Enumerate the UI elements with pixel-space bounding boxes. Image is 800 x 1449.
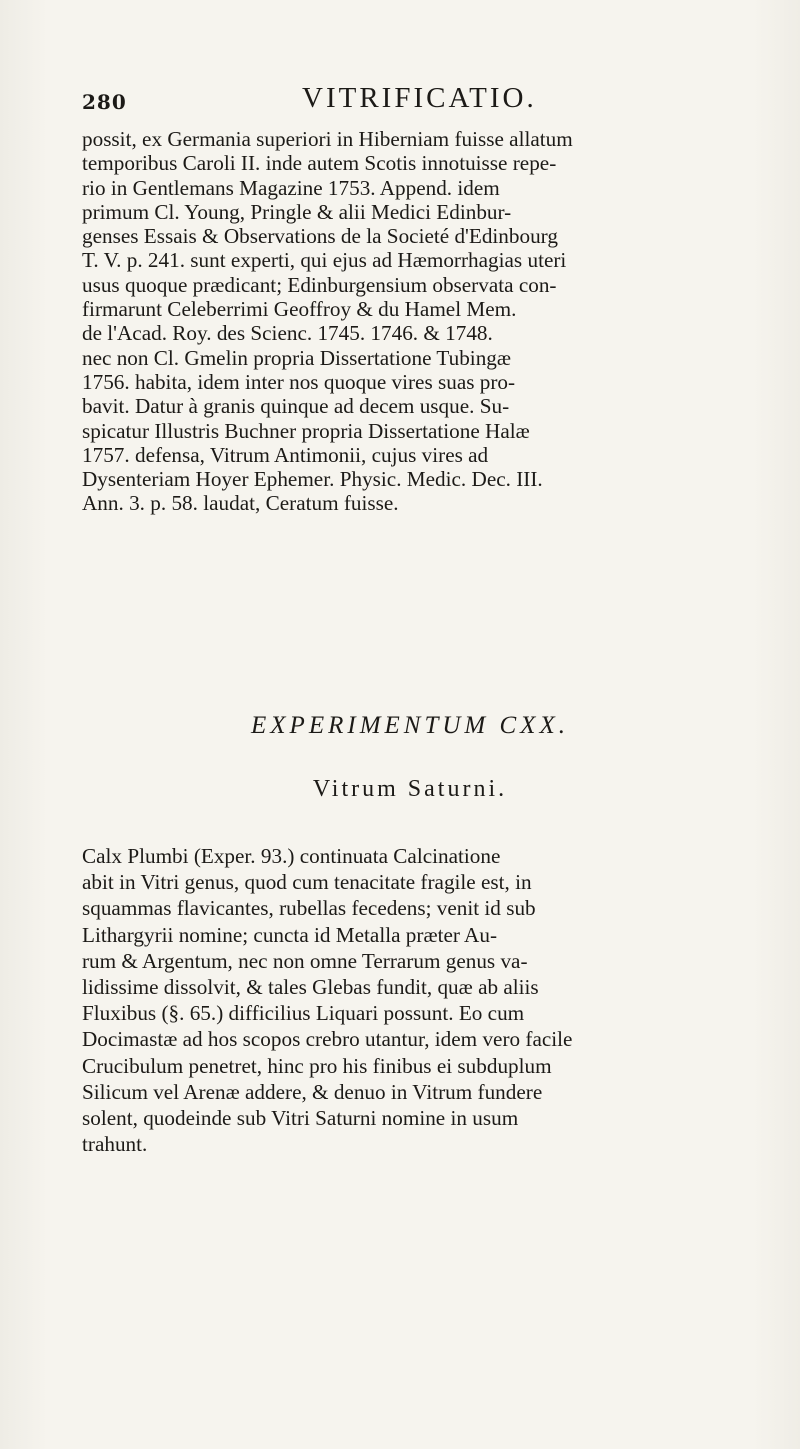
text-line: 1756. habita, idem inter nos quoque vires suas pro- [82,369,516,394]
text-line: possit, ex Germania superiori in Hiberniam fuisse allatum [82,127,573,151]
text-line: primum Cl. Young, Pringle & alii Medici Edinbur- [82,199,512,224]
text-line: spicatur Illustris Buchner propria Dissertatione Halæ [82,418,530,443]
text-line: squammas flavicantes, rubellas fecedens; venit id sub [82,896,536,921]
experiment-subtitle: Vitrum Saturni. [312,776,508,802]
text-line: Silicum vel Arenæ addere, & denuo in Vitrum fundere [82,1079,543,1104]
text-line: abit in Vitri genus, quod cum tenacitate fragile est, in [82,870,532,895]
text-line: Calx Plumbi (Exper. 93.) continuata Calcinatione [82,844,501,868]
running-title: VITRIFICATIO. [302,82,537,114]
experiment-title: EXPERIMENTUM CXX. [251,712,569,739]
text-line: trahunt. [82,1132,148,1157]
text-line: T. V. p. 241. sunt experti, qui ejus ad Hæmorrhagias uteri [82,248,567,273]
paragraph-1 [82,127,782,516]
text-line: Docimastæ ad hos scopos crebro utantur, idem vero facile [82,1027,573,1052]
text-line: bavit. Datur à granis quinque ad decem usque. Su- [82,394,510,419]
text-line: Crucibulum penetret, hinc pro his finibus ei subduplum [82,1053,552,1078]
text-line: rum & Argentum, nec non omne Terrarum genus va- [82,948,528,973]
text-line: de l'Acad. Roy. des Scienc. 1745. 1746. & 1748. [82,321,493,346]
text-line: Ann. 3. p. 58. laudat, Ceratum fuisse. [82,491,399,516]
text-line: solent, quodeinde sub Vitri Saturni nomine in usum [82,1105,519,1130]
text-line: rio in Gentlemans Magazine 1753. Append. idem [82,175,500,200]
paragraph-2 [82,843,782,1157]
text-line: usus quoque prædicant; Edinburgensium observata con- [82,272,557,297]
text-line: Dysenteriam Hoyer Ephemer. Physic. Medic. Dec. III. [82,467,543,492]
text-line: Fluxibus (§. 65.) difficilius Liquari possunt. Eo cum [82,1001,525,1026]
text-line: temporibus Caroli II. inde autem Scotis innotuisse repe- [82,151,557,176]
page-header [82,82,722,118]
text-line: nec non Cl. Gmelin propria Dissertatione Tubingæ [82,345,512,370]
text-line: 1757. defensa, Vitrum Antimonii, cujus vires ad [82,442,489,467]
text-line: genses Essais & Observations de la Societé d'Edinbourg [82,224,558,249]
text-line: lidissime dissolvit, & tales Glebas fundit, quæ ab aliis [82,974,539,999]
text-line: Lithargyrii nomine; cuncta id Metalla præter Au- [82,922,498,947]
page-number: 280 [82,90,127,114]
text-line: firmarunt Celeberrimi Geoffroy & du Hamel Mem. [82,297,517,322]
